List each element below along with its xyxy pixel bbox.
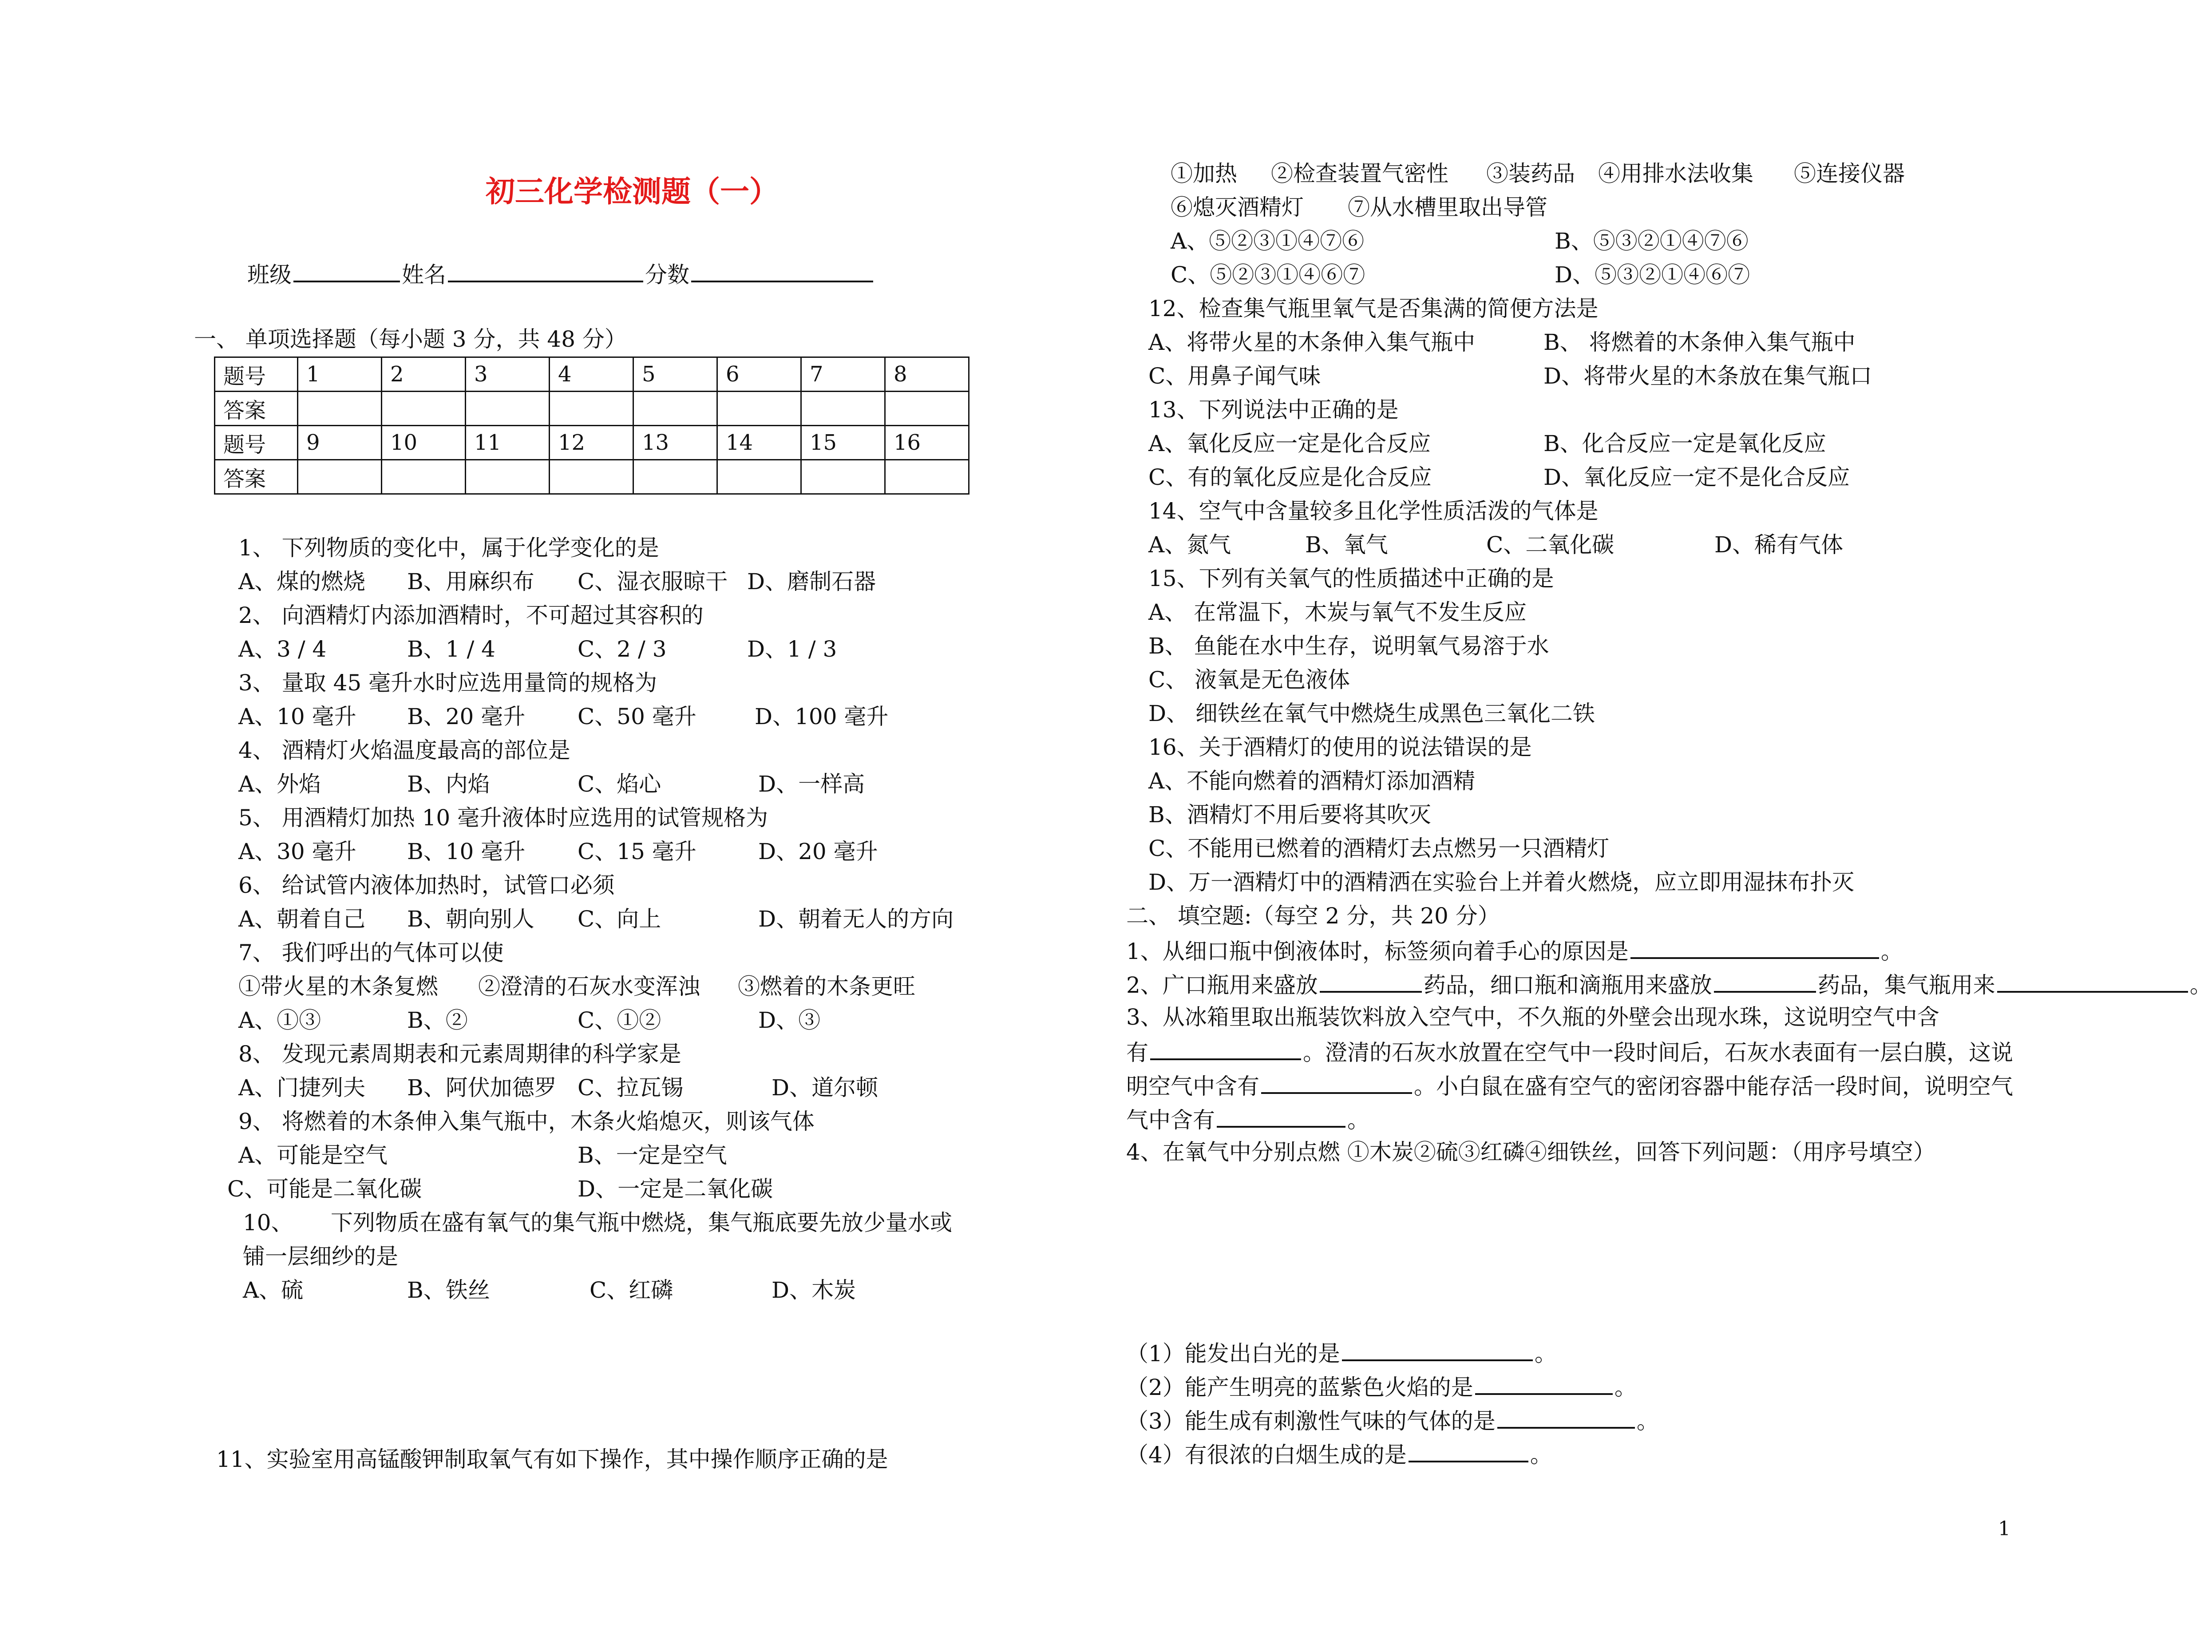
statement: ①加热 [1171, 161, 1237, 186]
question-9: 9、 将燃着的木条伸入集气瓶中，木条火焰熄灭，则该气体 [238, 1109, 815, 1134]
option-a: A、朝着自己 [238, 906, 366, 932]
table-cell: 题号 [215, 357, 298, 392]
option-d: D、稀有气体 [1714, 532, 1844, 558]
section1-heading: 一、 单项选择题（每小题 3 分，共 48 分） [194, 326, 627, 352]
table-cell: 2 [382, 357, 466, 392]
answer-cell[interactable] [633, 460, 717, 494]
option-a: A、⑤②③①④⑦⑥ [1171, 228, 1365, 254]
answer-cell[interactable] [633, 392, 717, 426]
option-b: B、化合反应一定是氧化反应 [1543, 431, 1826, 456]
option-a: A、硫 [243, 1277, 304, 1303]
answer-cell[interactable] [382, 460, 466, 494]
fill-text: 。澄清的石灰水放置在空气中一段时间后，石灰水表面有一层白膜，这说 [1303, 1040, 2013, 1066]
question-11: 11、实验室用高锰酸钾制取氧气有如下操作，其中操作顺序正确的是 [216, 1446, 888, 1472]
option-d: D、③ [758, 1007, 821, 1033]
question-6: 6、 给试管内液体加热时，试管口必须 [238, 872, 615, 898]
table-cell: 14 [717, 426, 801, 460]
option-b: B、阿伏加德罗 [407, 1075, 557, 1101]
option-b: B、 将燃着的木条伸入集气瓶中 [1543, 329, 1856, 355]
answer-cell[interactable] [466, 460, 550, 494]
sub-question-4 [1126, 1439, 1552, 1469]
option-a: A、 在常温下，木炭与氧气不发生反应 [1148, 599, 1527, 625]
table-cell: 10 [382, 426, 466, 460]
question-10-cont: 铺一层细纱的是 [243, 1244, 398, 1269]
option-c: C、⑤②③①④⑥⑦ [1171, 262, 1365, 288]
fill-question-3-cont [1126, 1071, 2013, 1100]
fill-question-4: 4、在氧气中分别点燃 ①木炭②硫③红磷④细铁丝，回答下列问题：（用序号填空） [1126, 1139, 1935, 1165]
option-d: D、万一酒精灯中的酒精洒在实验台上并着火燃烧，应立即用湿抹布扑灭 [1148, 869, 1855, 895]
option-d: D、⑤③②①④⑥⑦ [1555, 262, 1750, 288]
class-blank[interactable] [293, 259, 400, 282]
statement: ⑦从水槽里取出导管 [1348, 194, 1547, 220]
fill-text: 。小白鼠在盛有空气的密闭容器中能存活一段时间，说明空气 [1414, 1074, 2013, 1099]
fill-blank[interactable] [1997, 970, 2188, 993]
option-c: C、红磷 [590, 1277, 673, 1303]
fill-text: 气中含有 [1126, 1107, 1215, 1133]
answer-cell[interactable] [298, 392, 382, 426]
option-d: D、一样高 [758, 771, 865, 797]
option-c: C、15 毫升 [578, 839, 696, 864]
fill-text: 药品，集气瓶用来 [1817, 972, 1995, 998]
option-b: B、⑤③②①④⑦⑥ [1555, 228, 1749, 254]
fill-text: （3）能生成有刺激性气味的气体的是 [1126, 1408, 1496, 1434]
fill-text: （2）能产生明亮的蓝紫色火焰的是 [1126, 1375, 1473, 1400]
fill-blank[interactable] [1320, 970, 1422, 993]
table-cell: 7 [801, 357, 885, 392]
fill-text: 有 [1126, 1040, 1148, 1066]
option-a: A、30 毫升 [238, 839, 356, 864]
option-a: A、煤的燃烧 [238, 569, 366, 594]
table-cell: 答案 [215, 392, 298, 426]
fill-blank[interactable] [1342, 1338, 1533, 1361]
fill-question-3-cont [1126, 1105, 1369, 1134]
fill-text: 。 [1880, 939, 1903, 964]
option-a: A、外焰 [238, 771, 321, 797]
fill-blank[interactable] [1630, 936, 1879, 959]
question-4: 4、 酒精灯火焰温度最高的部位是 [238, 737, 570, 763]
question-2: 2、 向酒精灯内添加酒精时，不可超过其容积的 [238, 602, 704, 628]
option-b: B、② [407, 1007, 468, 1033]
question-1: 1、 下列物质的变化中，属于化学变化的是 [238, 535, 659, 561]
table-cell: 题号 [215, 426, 298, 460]
score-blank[interactable] [691, 259, 873, 282]
answer-cell[interactable] [717, 392, 801, 426]
option-d: D、朝着无人的方向 [758, 906, 954, 932]
table-cell: 13 [633, 426, 717, 460]
option-d: D、将带火星的木条放在集气瓶口 [1543, 363, 1872, 389]
question-10-number: 10、 [243, 1210, 293, 1236]
answer-cell[interactable] [550, 460, 633, 494]
option-d: D、氧化反应一定不是化合反应 [1543, 464, 1850, 490]
score-label: 分数 [645, 262, 689, 288]
question-5: 5、 用酒精灯加热 10 毫升液体时应选用的试管规格为 [238, 805, 768, 831]
option-d: D、磨制石器 [747, 569, 876, 594]
table-cell: 1 [298, 357, 382, 392]
table-row [215, 460, 969, 494]
fill-blank[interactable] [1150, 1037, 1301, 1060]
option-b: B、酒精灯不用后要将其吹灭 [1148, 802, 1431, 828]
option-c: C、①② [578, 1007, 661, 1033]
option-c: C、拉瓦锡 [578, 1075, 684, 1101]
option-c: C、湿衣服晾干 [578, 569, 728, 594]
fill-text: 药品，细口瓶和滴瓶用来盛放 [1423, 972, 1712, 998]
option-c: C、50 毫升 [578, 704, 696, 729]
statement: ③燃着的木条更旺 [738, 974, 915, 999]
statement: ③装药品 [1486, 161, 1575, 186]
option-b: B、20 毫升 [407, 704, 526, 729]
option-c: C、二氧化碳 [1486, 532, 1614, 558]
fill-blank[interactable] [1714, 970, 1816, 993]
option-c: C、用鼻子闻气味 [1148, 363, 1321, 389]
sub-question-2 [1126, 1372, 1637, 1401]
table-cell: 15 [801, 426, 885, 460]
option-a: A、氮气 [1148, 532, 1231, 558]
option-d: D、一定是二氧化碳 [578, 1176, 773, 1202]
fill-blank[interactable] [1261, 1071, 1412, 1094]
option-c: C、2 / 3 [578, 636, 667, 662]
option-a: A、将带火星的木条伸入集气瓶中 [1148, 329, 1476, 355]
option-d: D、木炭 [772, 1277, 856, 1303]
option-a: A、10 毫升 [238, 704, 356, 729]
option-b: B、氧气 [1305, 532, 1388, 558]
page-number: 1 [1998, 1517, 2010, 1540]
fill-text: 。 [1530, 1442, 1552, 1468]
table-cell: 16 [885, 426, 969, 460]
fill-text: （4）有很浓的白烟生成的是 [1126, 1442, 1407, 1468]
option-b: B、用麻织布 [407, 569, 534, 594]
fill-blank[interactable] [1409, 1439, 1528, 1462]
fill-text: 。 [1534, 1341, 1557, 1367]
answer-cell[interactable] [298, 460, 382, 494]
class-label: 班级 [247, 262, 292, 288]
question-10: 下列物质在盛有氧气的集气瓶中燃烧，集气瓶底要先放少量水或 [331, 1210, 952, 1236]
question-13: 13、下列说法中正确的是 [1148, 397, 1399, 423]
question-14: 14、空气中含量较多且化学性质活泼的气体是 [1148, 498, 1599, 524]
option-d: D、100 毫升 [755, 704, 889, 729]
option-d: D、道尔顿 [772, 1075, 878, 1101]
statement: ①带火星的木条复燃 [238, 974, 438, 999]
option-a: A、氧化反应一定是化合反应 [1148, 431, 1431, 456]
option-a: A、①③ [238, 1007, 321, 1033]
table-cell: 11 [466, 426, 550, 460]
table-cell: 4 [550, 357, 633, 392]
table-cell: 答案 [215, 460, 298, 494]
option-c: C、焰心 [578, 771, 661, 797]
answer-cell[interactable] [382, 392, 466, 426]
table-cell: 3 [466, 357, 550, 392]
fill-text: 明空气中含有 [1126, 1074, 1259, 1099]
option-c: C、不能用已燃着的酒精灯去点燃另一只酒精灯 [1148, 836, 1610, 861]
fill-question-1 [1126, 936, 1903, 965]
option-d: D、1 / 3 [747, 636, 837, 662]
fill-text: 。 [1636, 1408, 1659, 1434]
question-12: 12、检查集气瓶里氧气是否集满的简便方法是 [1148, 296, 1599, 321]
option-c: C、有的氧化反应是化合反应 [1148, 464, 1432, 490]
table-row [215, 357, 969, 392]
option-a: A、3 / 4 [238, 636, 327, 662]
table-row [215, 392, 969, 426]
option-b: B、10 毫升 [407, 839, 526, 864]
answer-cell[interactable] [717, 460, 801, 494]
fill-text: 2、广口瓶用来盛放 [1126, 972, 1318, 998]
option-b: B、铁丝 [407, 1277, 490, 1303]
name-label: 姓名 [402, 262, 446, 288]
fill-blank[interactable] [1217, 1105, 1345, 1128]
answer-cell[interactable] [550, 392, 633, 426]
fill-text: 。 [1347, 1107, 1369, 1133]
question-16: 16、关于酒精灯的使用的说法错误的是 [1148, 734, 1532, 760]
sub-question-1 [1126, 1338, 1557, 1367]
question-8: 8、 发现元素周期表和元素周期律的科学家是 [238, 1041, 681, 1067]
fill-blank[interactable] [1497, 1406, 1635, 1429]
option-b: B、一定是空气 [578, 1142, 727, 1168]
table-cell: 8 [885, 357, 969, 392]
fill-text: （1）能发出白光的是 [1126, 1341, 1340, 1367]
fill-question-3-cont [1126, 1037, 2013, 1066]
statement: ④用排水法收集 [1598, 161, 1753, 186]
header-info-line [247, 259, 875, 289]
table-cell: 9 [298, 426, 382, 460]
option-a: A、门捷列夫 [238, 1075, 366, 1101]
statement: ②检查装置气密性 [1271, 161, 1448, 186]
answer-cell[interactable] [801, 460, 885, 494]
fill-question-2 [1126, 970, 2212, 999]
section2-heading: 二、 填空题:（每空 2 分，共 20 分） [1126, 903, 1500, 929]
statement: ②澄清的石灰水变浑浊 [478, 974, 700, 999]
option-a: A、不能向燃着的酒精灯添加酒精 [1148, 768, 1476, 794]
question-3: 3、 量取 45 毫升水时应选用量筒的规格为 [238, 670, 657, 696]
table-row [215, 426, 969, 460]
page-title: 初三化学检测题（一） [486, 174, 779, 209]
option-a: A、可能是空气 [238, 1142, 388, 1168]
option-b: B、朝向别人 [407, 906, 534, 932]
statement: ⑤连接仪器 [1794, 161, 1905, 186]
table-cell: 12 [550, 426, 633, 460]
table-cell: 5 [633, 357, 717, 392]
answer-cell[interactable] [885, 460, 969, 494]
option-d: D、 细铁丝在氧气中燃烧生成黑色三氧化二铁 [1148, 701, 1595, 726]
option-b: B、1 / 4 [407, 636, 495, 662]
statement: ⑥熄灭酒精灯 [1171, 194, 1304, 220]
answer-cell[interactable] [466, 392, 550, 426]
option-c: C、 液氧是无色液体 [1148, 667, 1350, 693]
question-15: 15、下列有关氧气的性质描述中正确的是 [1148, 566, 1554, 591]
answer-cell[interactable] [801, 392, 885, 426]
option-b: B、内焰 [407, 771, 490, 797]
option-b: B、 鱼能在水中生存，说明氧气易溶于水 [1148, 633, 1549, 659]
question-7: 7、 我们呼出的气体可以使 [238, 940, 504, 966]
fill-text: 。 [2189, 972, 2212, 998]
answer-table [214, 357, 969, 495]
fill-text: 1、从细口瓶中倒液体时，标签须向着手心的原因是 [1126, 939, 1629, 964]
sub-question-3 [1126, 1406, 1659, 1435]
option-c: C、向上 [578, 906, 661, 932]
option-d: D、20 毫升 [758, 839, 878, 864]
answer-cell[interactable] [885, 392, 969, 426]
name-blank[interactable] [448, 259, 643, 282]
fill-blank[interactable] [1475, 1372, 1613, 1395]
fill-question-3: 3、从冰箱里取出瓶装饮料放入空气中，不久瓶的外壁会出现水珠，这说明空气中含 [1126, 1004, 1939, 1030]
fill-text: 。 [1614, 1375, 1637, 1400]
option-c: C、可能是二氧化碳 [227, 1176, 422, 1202]
table-cell: 6 [717, 357, 801, 392]
